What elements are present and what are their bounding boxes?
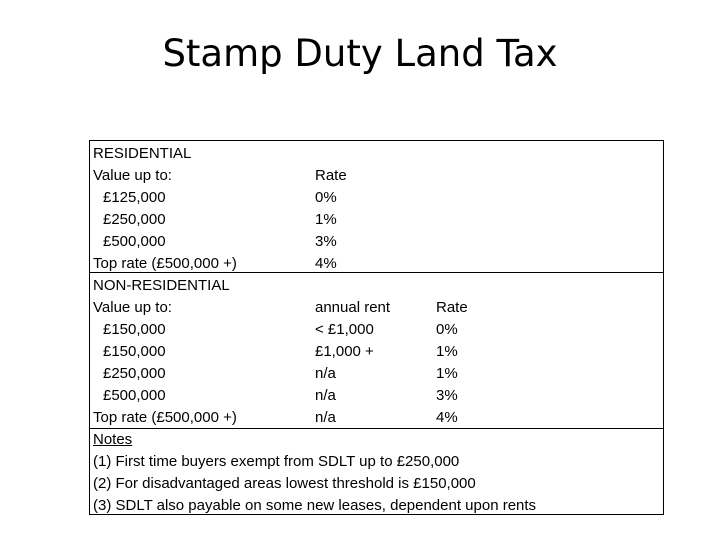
table-row: [90, 385, 663, 407]
residential-rate: 0%: [315, 189, 337, 206]
non-residential-rate: 1%: [436, 343, 458, 360]
residential-rate-header: Rate: [315, 167, 347, 184]
note-text: (1) First time buyers exempt from SDLT up to £250,000: [93, 453, 460, 470]
table-row: [90, 187, 663, 209]
non-residential-value: £250,000: [103, 365, 166, 382]
list-item: [90, 495, 663, 517]
non-residential-rent: < £1,000: [315, 321, 374, 338]
non-residential-rent: n/a: [315, 409, 336, 426]
notes-heading-row: [90, 429, 663, 451]
residential-heading-row: [90, 143, 663, 165]
non-residential-rent: £1,000 +: [315, 343, 374, 360]
residential-value: Top rate (£500,000 +): [93, 255, 237, 272]
non-residential-rate: 4%: [436, 409, 458, 426]
notes-heading: Notes: [93, 431, 133, 448]
residential-rate: 4%: [315, 255, 337, 272]
non-residential-value: £150,000: [103, 343, 166, 360]
table-row: [90, 253, 663, 275]
list-item: [90, 451, 663, 473]
non-residential-value: £500,000: [103, 387, 166, 404]
non-residential-value-header: Value up to:: [93, 299, 172, 316]
list-item: [90, 473, 663, 495]
non-residential-rate-header: Rate: [436, 299, 468, 316]
page-title: Stamp Duty Land Tax: [162, 32, 558, 75]
non-residential-rate: 0%: [436, 321, 458, 338]
non-residential-section: [90, 273, 663, 429]
note-text: (2) For disadvantaged areas lowest threshold is £150,000: [93, 475, 476, 492]
residential-value: £500,000: [103, 233, 166, 250]
table-row: [90, 319, 663, 341]
residential-rate: 3%: [315, 233, 337, 250]
non-residential-rent: n/a: [315, 365, 336, 382]
non-residential-rate: 3%: [436, 387, 458, 404]
notes-section: [90, 429, 663, 515]
non-residential-value: £150,000: [103, 321, 166, 338]
non-residential-heading-row: [90, 275, 663, 297]
residential-value: £125,000: [103, 189, 166, 206]
non-residential-rate: 1%: [436, 365, 458, 382]
residential-value: £250,000: [103, 211, 166, 228]
table-row: [90, 209, 663, 231]
non-residential-header-row: [90, 297, 663, 319]
non-residential-rent: n/a: [315, 387, 336, 404]
residential-section: [90, 141, 663, 273]
note-text: (3) SDLT also payable on some new leases, dependent upon rents: [93, 497, 537, 514]
table-row: [90, 341, 663, 363]
table-row: [90, 231, 663, 253]
residential-rate: 1%: [315, 211, 337, 228]
non-residential-value: Top rate (£500,000 +): [93, 409, 237, 426]
table-row: [90, 407, 663, 429]
residential-heading: RESIDENTIAL: [93, 145, 192, 162]
residential-header-row: [90, 165, 663, 187]
table-row: [90, 363, 663, 385]
non-residential-heading: NON-RESIDENTIAL: [93, 277, 230, 294]
sdlt-table: [89, 140, 664, 515]
non-residential-rent-header: annual rent: [315, 299, 391, 316]
residential-value-header: Value up to:: [93, 167, 172, 184]
